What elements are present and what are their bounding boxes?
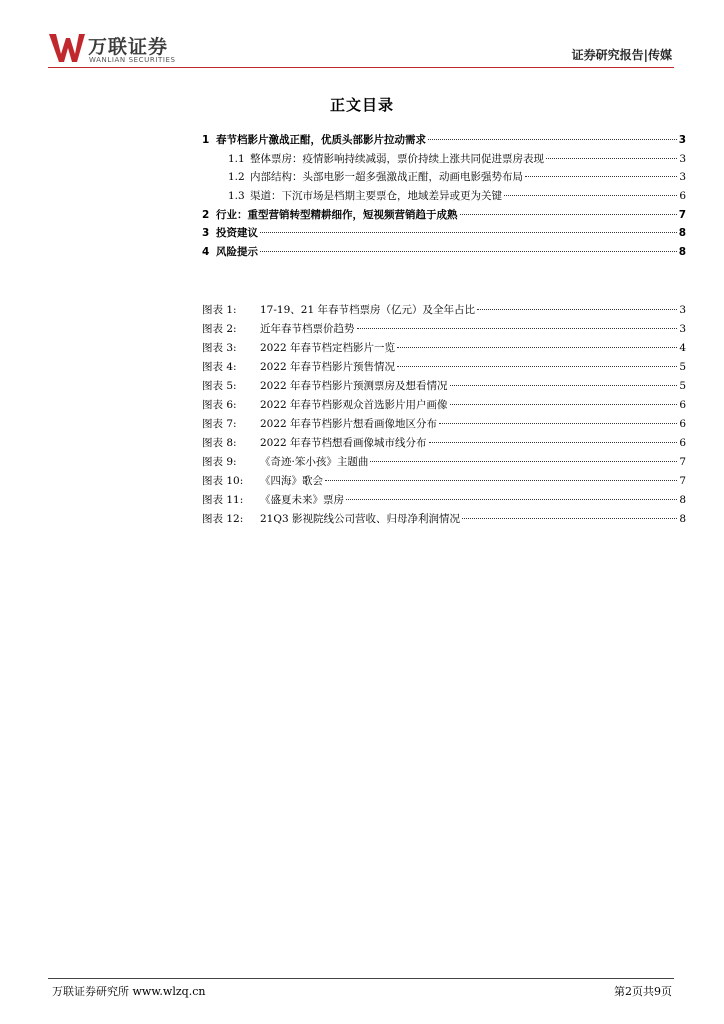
- toc-text: 渠道：下沉市场是档期主要票仓，地域差异或更为关键: [250, 190, 502, 203]
- figure-label: 图表 4:: [202, 361, 237, 373]
- toc-entry[interactable]: [202, 132, 686, 151]
- leader-dots: [477, 309, 677, 310]
- figure-entry[interactable]: [202, 511, 686, 530]
- figure-label: 图表 9:: [202, 456, 237, 468]
- toc-entry[interactable]: [202, 151, 686, 170]
- figure-page: 6: [679, 437, 686, 449]
- figure-label: 图表 11:: [202, 494, 244, 506]
- toc-entry[interactable]: [202, 169, 686, 188]
- figure-page: 3: [679, 323, 686, 335]
- toc-text: 投资建议: [216, 227, 258, 240]
- figure-text: 2022 年春节档影片预测票房及想看情况: [260, 380, 448, 392]
- toc-entry[interactable]: [202, 207, 686, 226]
- figure-page: 8: [679, 494, 686, 506]
- toc-text: 风险提示: [216, 246, 258, 259]
- logo-chinese-text: 万联证券: [88, 36, 169, 58]
- figure-entry[interactable]: [202, 340, 686, 359]
- toc-page: 8: [678, 246, 686, 259]
- figure-label: 图表 12:: [202, 513, 244, 525]
- leader-dots: [260, 232, 677, 233]
- figure-label: 图表 8:: [202, 437, 237, 449]
- figure-label: 图表 3:: [202, 342, 237, 354]
- toc-text: 内部结构：头部电影一超多强激战正酣，动画电影强势布局: [250, 171, 523, 184]
- leader-dots: [357, 328, 678, 329]
- figure-label: 图表 6:: [202, 399, 237, 411]
- figure-text: 2022 年春节档影片预售情况: [260, 361, 396, 373]
- toc-page: 6: [679, 190, 686, 203]
- figure-text: 《奇迹·笨小孩》主题曲: [260, 456, 369, 468]
- toc-entry[interactable]: [202, 244, 686, 263]
- toc-page: 3: [679, 171, 686, 184]
- figure-entry[interactable]: [202, 302, 686, 321]
- leader-dots: [450, 404, 678, 405]
- leader-dots: [397, 366, 677, 367]
- figure-entry[interactable]: [202, 435, 686, 454]
- figure-page: 8: [679, 513, 686, 525]
- footer-divider: [48, 978, 674, 979]
- figure-entry[interactable]: [202, 416, 686, 435]
- toc-number: 4: [202, 246, 210, 259]
- figure-entry[interactable]: [202, 321, 686, 340]
- figure-text: 2022 年春节档影观众首选影片用户画像: [260, 399, 448, 411]
- leader-dots: [460, 214, 677, 215]
- figure-entry[interactable]: [202, 473, 686, 492]
- toc-number: 2: [202, 208, 210, 221]
- figure-text: 2022 年春节档想看画像城市线分布: [260, 437, 427, 449]
- figure-entry[interactable]: [202, 359, 686, 378]
- list-of-figures: [202, 302, 686, 530]
- figure-label: 图表 7:: [202, 418, 237, 430]
- figure-page: 6: [679, 399, 686, 411]
- figure-label: 图表 1:: [202, 304, 237, 316]
- leader-dots: [462, 518, 677, 519]
- figure-text: 17-19、21 年春节档票房（亿元）及全年占比: [260, 304, 475, 316]
- toc-number: 1.1: [228, 152, 245, 165]
- figure-text: 21Q3 影视院线公司营收、归母净利润情况: [260, 513, 460, 525]
- figure-label: 图表 10:: [202, 475, 244, 487]
- wanlian-logo-icon: [48, 32, 86, 64]
- toc-text: 行业：重型营销转型精耕细作，短视频营销趋于成熟: [216, 208, 458, 221]
- figure-entry[interactable]: [202, 397, 686, 416]
- toc-entry[interactable]: [202, 188, 686, 207]
- leader-dots: [504, 195, 677, 196]
- toc-number: 1.3: [228, 190, 245, 203]
- leader-dots: [346, 499, 677, 500]
- leader-dots: [429, 442, 678, 443]
- toc-page: 3: [678, 134, 686, 146]
- figure-entry[interactable]: [202, 378, 686, 397]
- leader-dots: [397, 347, 677, 348]
- toc-page: 3: [679, 152, 686, 165]
- page-header: [48, 30, 674, 70]
- toc-page: 7: [678, 208, 686, 221]
- leader-dots: [546, 158, 677, 159]
- table-of-contents: [202, 132, 686, 263]
- toc-text: 整体票房：疫情影响持续减弱，票价持续上涨共同促进票房表现: [250, 152, 544, 165]
- toc-number: 3: [202, 227, 210, 240]
- figure-page: 7: [679, 475, 686, 487]
- figure-label: 图表 5:: [202, 380, 237, 392]
- toc-title: 正文目录: [329, 96, 394, 114]
- leader-dots: [325, 480, 677, 481]
- leader-dots: [439, 423, 677, 424]
- figure-page: 6: [679, 418, 686, 430]
- report-type-label: 证券研究报告|传媒: [571, 48, 672, 62]
- toc-number: 1: [202, 134, 210, 146]
- figure-text: 2022 年春节档影片想看画像地区分布: [260, 418, 438, 430]
- leader-dots: [428, 139, 677, 140]
- figure-entry[interactable]: [202, 492, 686, 511]
- figure-label: 图表 2:: [202, 323, 237, 335]
- figure-page: 7: [679, 456, 686, 468]
- figure-text: 2022 年春节档定档影片一览: [260, 342, 396, 354]
- page-number: 第2页共9页: [614, 985, 672, 998]
- leader-dots: [260, 251, 677, 252]
- figure-page: 5: [679, 380, 686, 392]
- figure-text: 《盛夏未来》票房: [260, 494, 344, 506]
- leader-dots: [450, 385, 678, 386]
- toc-text: 春节档影片激战正酣，优质头部影片拉动需求: [216, 134, 426, 146]
- leader-dots: [525, 176, 677, 177]
- figure-entry[interactable]: [202, 454, 686, 473]
- figure-page: 5: [679, 361, 686, 373]
- toc-entry[interactable]: [202, 225, 686, 244]
- leader-dots: [370, 461, 677, 462]
- figure-page: 4: [679, 342, 686, 354]
- logo-english-text: WANLIAN SECURITIES: [89, 56, 176, 64]
- toc-page: 8: [678, 227, 686, 240]
- header-divider: [48, 67, 674, 68]
- figure-text: 近年春节档票价趋势: [260, 323, 355, 335]
- toc-number: 1.2: [228, 171, 245, 184]
- figure-text: 《四海》歌会: [260, 475, 323, 487]
- company-logo: [48, 32, 248, 66]
- footer-source: 万联证券研究所 www.wlzq.cn: [52, 985, 206, 998]
- figure-page: 3: [679, 304, 686, 316]
